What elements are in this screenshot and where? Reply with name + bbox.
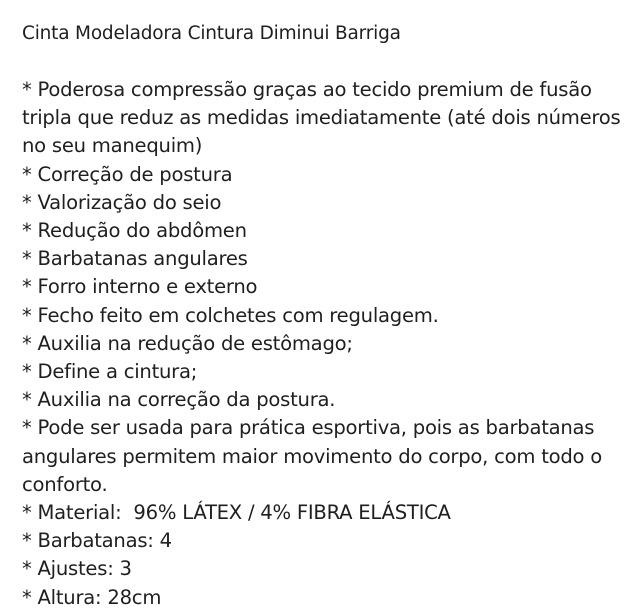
- feature-item: * Ajustes: 3: [22, 557, 132, 581]
- feature-item: * Poderosa compressão graças ao tecido premium de fusão tripla que reduz as medidas imediatamente (até dois números no seu manequim): [22, 78, 627, 158]
- feature-item: * Material: 96% LÁTEX / 4% FIBRA ELÁSTICA: [22, 501, 451, 525]
- feature-item: * Define a cintura;: [22, 360, 198, 384]
- feature-item: * Barbatanas: 4: [22, 529, 172, 553]
- feature-list: [22, 76, 634, 612]
- feature-item: * Auxilia na correção da postura.: [22, 388, 336, 412]
- product-title: Cinta Modeladora Cintura Diminui Barriga: [22, 23, 401, 44]
- feature-item: * Forro interno e externo: [22, 275, 258, 299]
- feature-item: * Fecho feito em colchetes com regulagem.: [22, 303, 439, 327]
- feature-item: * Valorização do seio: [22, 190, 222, 214]
- feature-item: * Altura: 28cm: [22, 585, 162, 609]
- feature-item: * Correção de postura: [22, 162, 233, 186]
- product-description-page: [22, 20, 634, 612]
- feature-item: * Barbatanas angulares: [22, 247, 248, 271]
- feature-item: * Auxilia na redução de estômago;: [22, 331, 353, 355]
- feature-item: * Pode ser usada para prática esportiva, pois as barbatanas angulares permitem maior movimento do corpo, com todo o conforto.: [22, 416, 608, 496]
- feature-item: * Redução do abdômen: [22, 219, 247, 243]
